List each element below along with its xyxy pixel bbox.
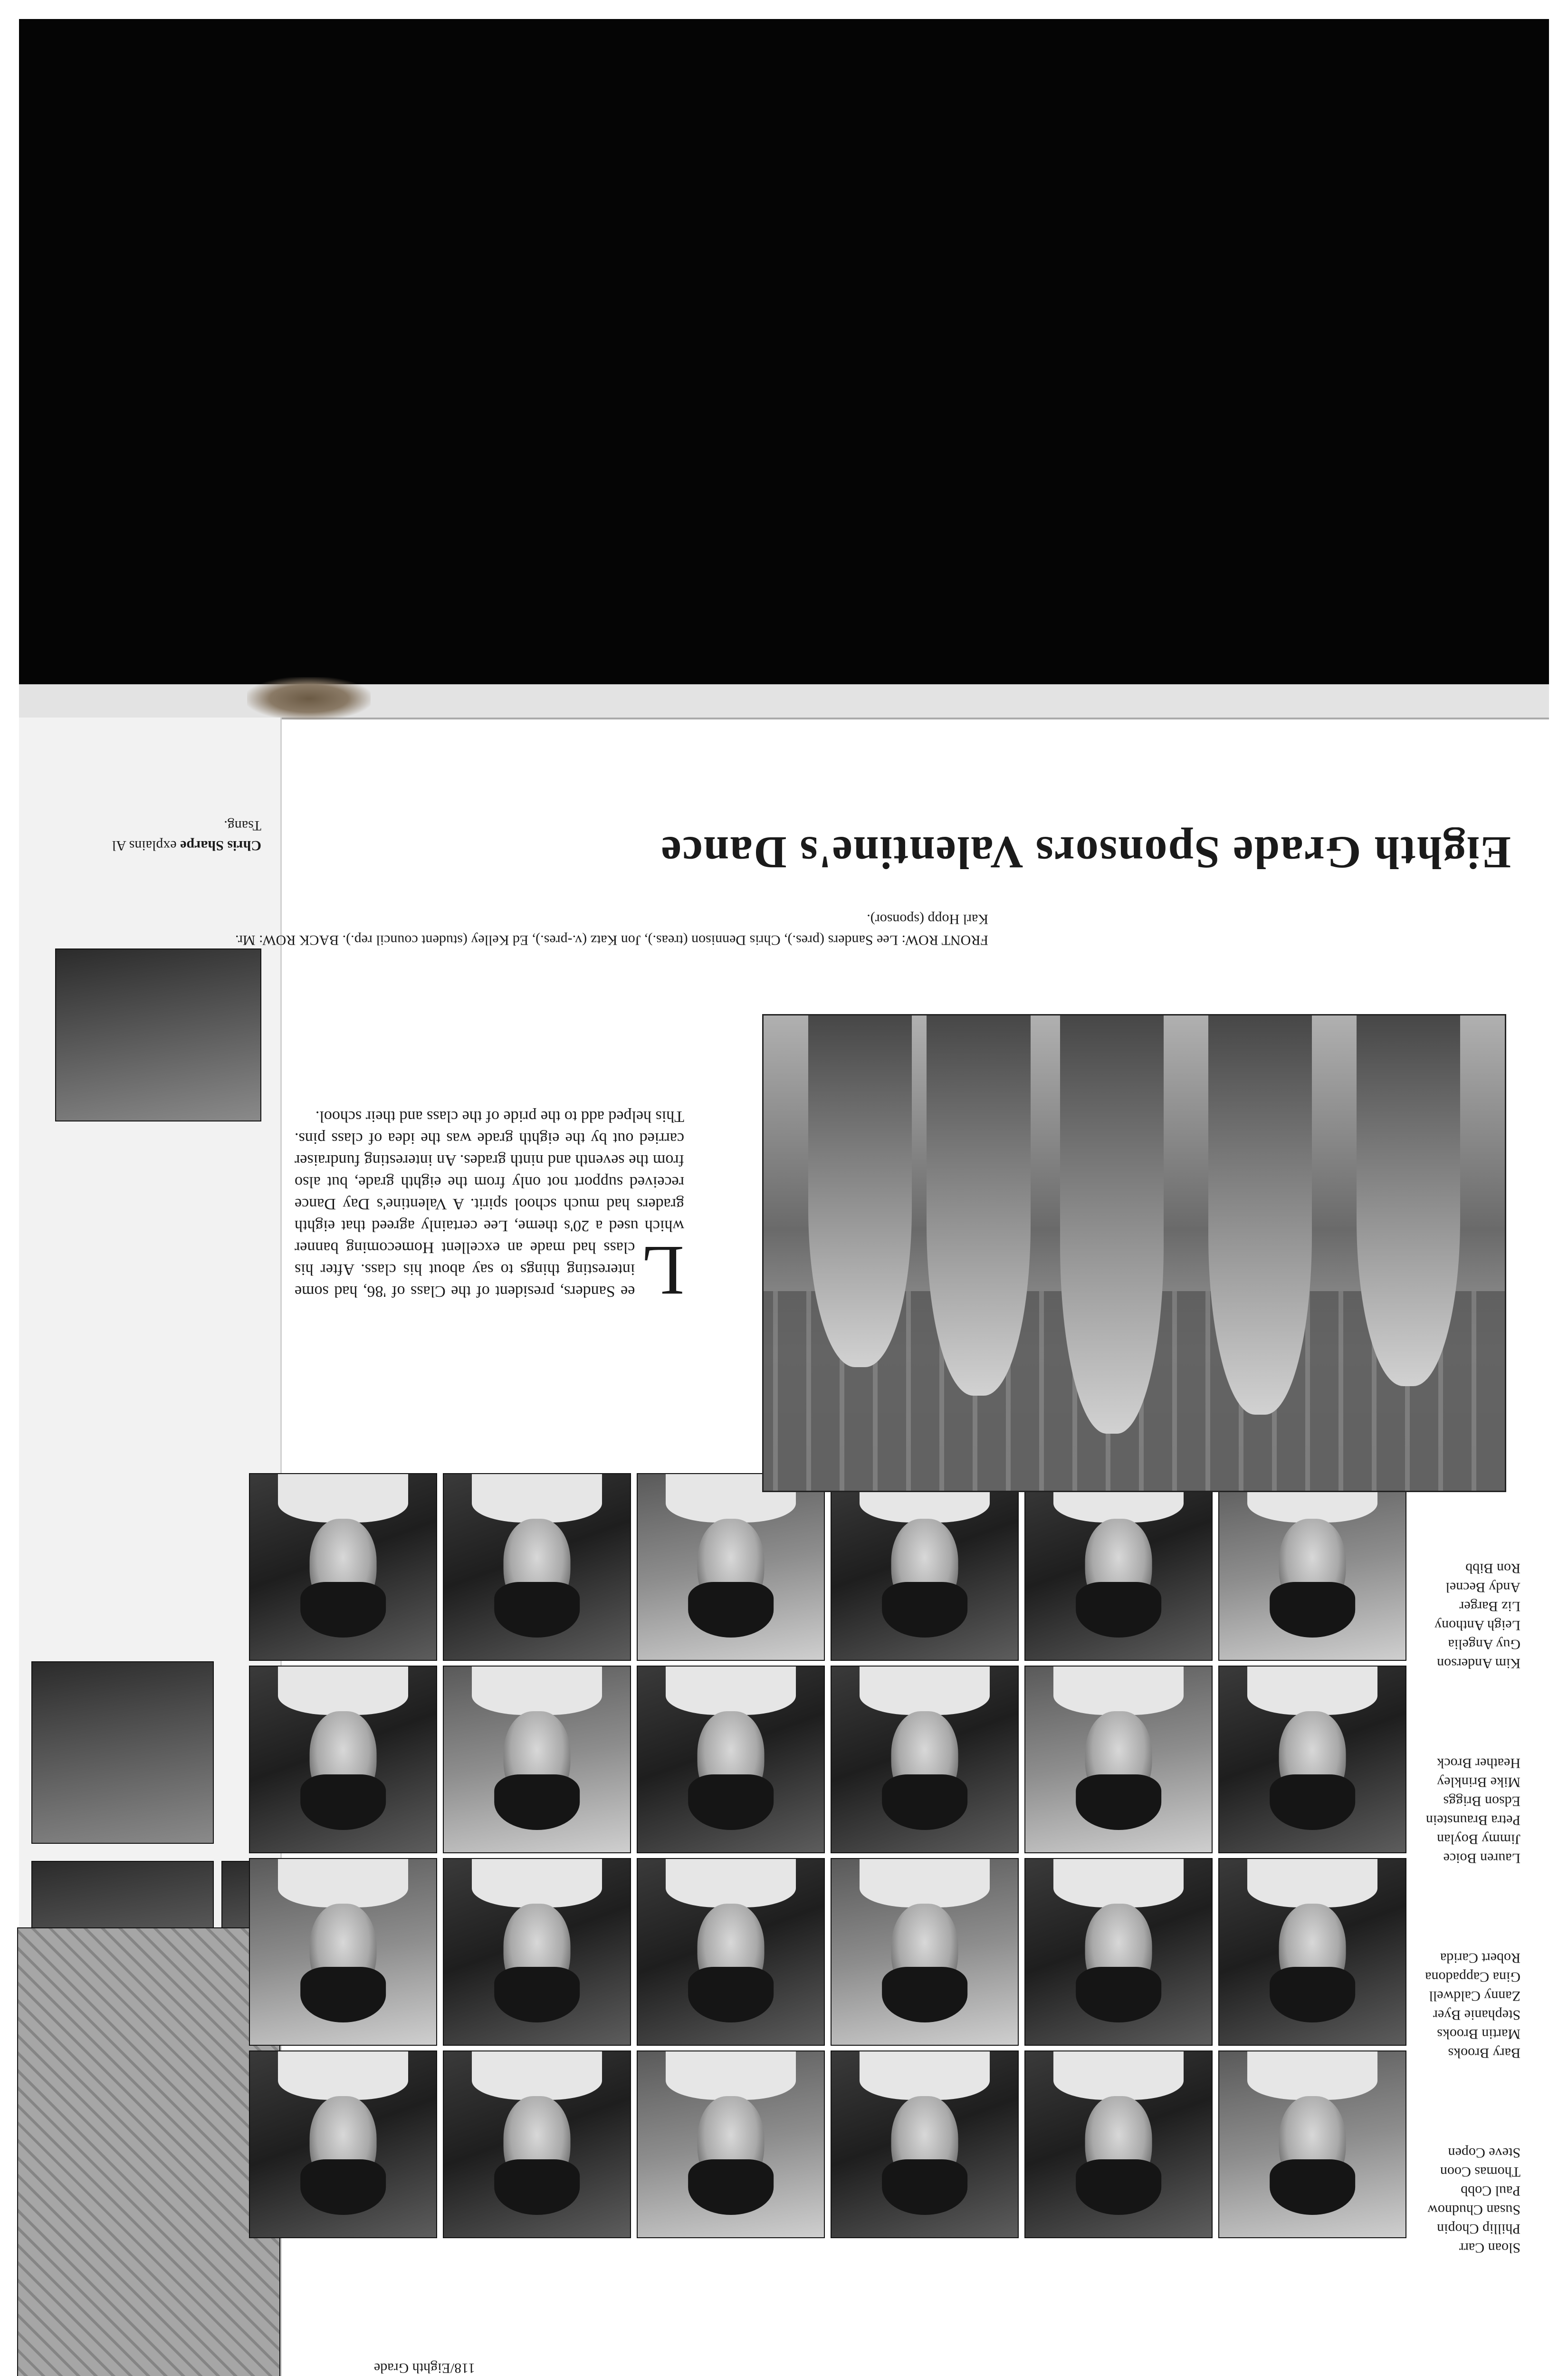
portrait-hair (494, 1967, 580, 2022)
facing-page-caption-name: Chris Sharpe (180, 838, 261, 853)
group-photo-person (1357, 1016, 1460, 1386)
student-portrait (443, 1858, 631, 2046)
facing-page-photo (55, 948, 261, 1121)
portrait-hair (494, 2159, 580, 2215)
portrait-body-shape (666, 2051, 796, 2100)
student-name: Lauren Boice (1443, 1850, 1520, 1866)
portrait-hair (1076, 1967, 1161, 2022)
student-portrait (637, 2050, 825, 2238)
student-name: Andy Becnel (1445, 1580, 1520, 1595)
caption-back-row-label: BACK ROW: (259, 932, 339, 948)
group-photo-caption (209, 909, 988, 950)
student-name: Jimmy Boylan (1437, 1831, 1520, 1847)
student-portrait (1024, 1666, 1213, 1853)
student-name: Susan Chudnow (1427, 2202, 1520, 2218)
group-photo-person (1060, 1016, 1164, 1434)
portrait-hair (300, 1582, 386, 1638)
facing-page-caption (38, 815, 261, 855)
portrait-hair (688, 2159, 774, 2215)
student-name: Robert Carida (1440, 1950, 1520, 1966)
drop-cap: L (641, 1231, 684, 1310)
facing-page-caption-text: explains Al (112, 838, 177, 853)
portrait-body-shape (1053, 1667, 1184, 1715)
student-portrait (249, 1666, 437, 1853)
portrait-hair (688, 1967, 774, 2022)
student-name: Sloan Carr (1459, 2240, 1520, 2256)
portrait-body-shape (278, 1859, 408, 1907)
page-folio: 118/Eighth Grade (373, 2360, 475, 2376)
portrait-hair (494, 1582, 580, 1638)
caption-front-row-label: FRONT ROW: (901, 932, 988, 948)
portrait-body-shape (860, 2051, 990, 2100)
facing-page-fence-photo (17, 1927, 280, 2376)
portrait-hair (688, 1774, 774, 1830)
facing-page-caption-text-2: Tsang. (224, 818, 261, 834)
student-name: Leigh Anthony (1434, 1618, 1520, 1633)
student-name: Guy Angelia (1448, 1637, 1520, 1652)
student-portrait (1024, 1473, 1213, 1661)
caption-back-row: Mr. Karl Hopp (sponsor). (235, 911, 988, 948)
story-body: ee Sanders, president of the Class of '86, had some interesting things to say about his class. After his class had made an excellent Homecoming banner which used a 20's theme, Lee certainly agreed that eighth graders had much school spirit. A Valentine's Day Dance received support not only from the eighth grade, but also from the seventh and ninth grades. An interesting fundraiser carried out by the eighth grade was the idea of class pins. This helped add to the pride of the class and their school. (295, 1108, 684, 1300)
student-name: Kim Anderson (1437, 1656, 1520, 1671)
student-portrait (637, 1858, 825, 2046)
student-name: Edson Briggs (1443, 1793, 1520, 1809)
student-name: Ron Bibb (1465, 1561, 1520, 1576)
student-portrait (1218, 2050, 1406, 2238)
portrait-body-shape (472, 1474, 602, 1523)
student-portrait (831, 1473, 1019, 1661)
student-name: Paul Cobb (1461, 2183, 1520, 2199)
portrait-hair (1270, 1582, 1355, 1638)
portrait-body-shape (1247, 1859, 1377, 1907)
caption-front-row: Lee Sanders (pres.), Chris Dennison (treas.), Jon Katz (v.-pres.), Ed Kelley (student council rep.). (342, 932, 898, 948)
student-portrait (1024, 2050, 1213, 2238)
portrait-body-shape (1247, 1667, 1377, 1715)
officers-group-photo (762, 1014, 1506, 1492)
student-portrait (831, 2050, 1019, 2238)
portrait-hair (882, 1967, 967, 2022)
portrait-hair (300, 1774, 386, 1830)
portrait-body-shape (1053, 2051, 1184, 2100)
student-name: Stephanie Byer (1433, 2007, 1520, 2023)
student-name: Thomas Coon (1440, 2164, 1520, 2180)
facing-page-content (19, 718, 280, 2376)
student-portrait (831, 1858, 1019, 2046)
group-photo-person (1208, 1016, 1312, 1415)
portrait-body-shape (472, 1667, 602, 1715)
portrait-hair (882, 2159, 967, 2215)
story-text (295, 1105, 684, 1310)
portrait-body-shape (666, 1859, 796, 1907)
portrait-body-shape (860, 1859, 990, 1907)
facing-page-portrait-3 (31, 1661, 214, 1844)
student-portrait (443, 2050, 631, 2238)
student-name: Zanny Caldwell (1429, 1988, 1520, 2004)
portrait-body-shape (278, 2051, 408, 2100)
student-portrait (637, 1473, 825, 1661)
student-portrait (1218, 1666, 1406, 1853)
portrait-hair (300, 1967, 386, 2022)
student-name: Mike Brinkley (1437, 1774, 1520, 1790)
portrait-body-shape (278, 1667, 408, 1715)
portrait-hair (1076, 1774, 1161, 1830)
portrait-hair (882, 1774, 967, 1830)
portrait-body-shape (1247, 2051, 1377, 2100)
portrait-hair (1076, 1582, 1161, 1638)
student-name: Heather Brock (1437, 1755, 1520, 1771)
portrait-body-shape (278, 1474, 408, 1523)
scanner-background (19, 19, 1549, 708)
group-photo-person (927, 1016, 1030, 1396)
student-name: Phillip Chopin (1437, 2221, 1520, 2237)
portrait-hair (1270, 1967, 1355, 2022)
student-portrait (637, 1666, 825, 1853)
student-portrait (443, 1666, 631, 1853)
portrait-hair (882, 1582, 967, 1638)
portrait-hair (1270, 2159, 1355, 2215)
student-name: Martin Brooks (1437, 2026, 1520, 2042)
student-name: Steve Copen (1448, 2145, 1520, 2161)
student-name: Bary Brooks (1448, 2045, 1520, 2061)
portrait-hair (494, 1774, 580, 1830)
student-name: Gina Cappadona (1425, 1969, 1520, 1985)
page-title: Eighth Grade Sponsors Valentine's Dance (660, 827, 1511, 878)
student-portrait (1218, 1473, 1406, 1661)
portrait-hair (1076, 2159, 1161, 2215)
student-portrait (249, 1858, 437, 2046)
portrait-body-shape (472, 2051, 602, 2100)
portrait-hair (1270, 1774, 1355, 1830)
group-photo-person (808, 1016, 912, 1367)
portrait-body-shape (860, 1667, 990, 1715)
student-portrait (1024, 1858, 1213, 2046)
portrait-hair (300, 2159, 386, 2215)
student-portrait (443, 1473, 631, 1661)
student-portrait (249, 1473, 437, 1661)
portrait-hair (688, 1582, 774, 1638)
student-name: Liz Barger (1459, 1599, 1520, 1614)
student-portrait (249, 2050, 437, 2238)
portrait-body-shape (666, 1667, 796, 1715)
student-portrait (831, 1666, 1019, 1853)
portrait-body-shape (472, 1859, 602, 1907)
student-portrait (1218, 1858, 1406, 2046)
student-name: Petra Braunstein (1425, 1812, 1520, 1828)
portrait-body-shape (1053, 1859, 1184, 1907)
binding-stain (247, 677, 371, 720)
